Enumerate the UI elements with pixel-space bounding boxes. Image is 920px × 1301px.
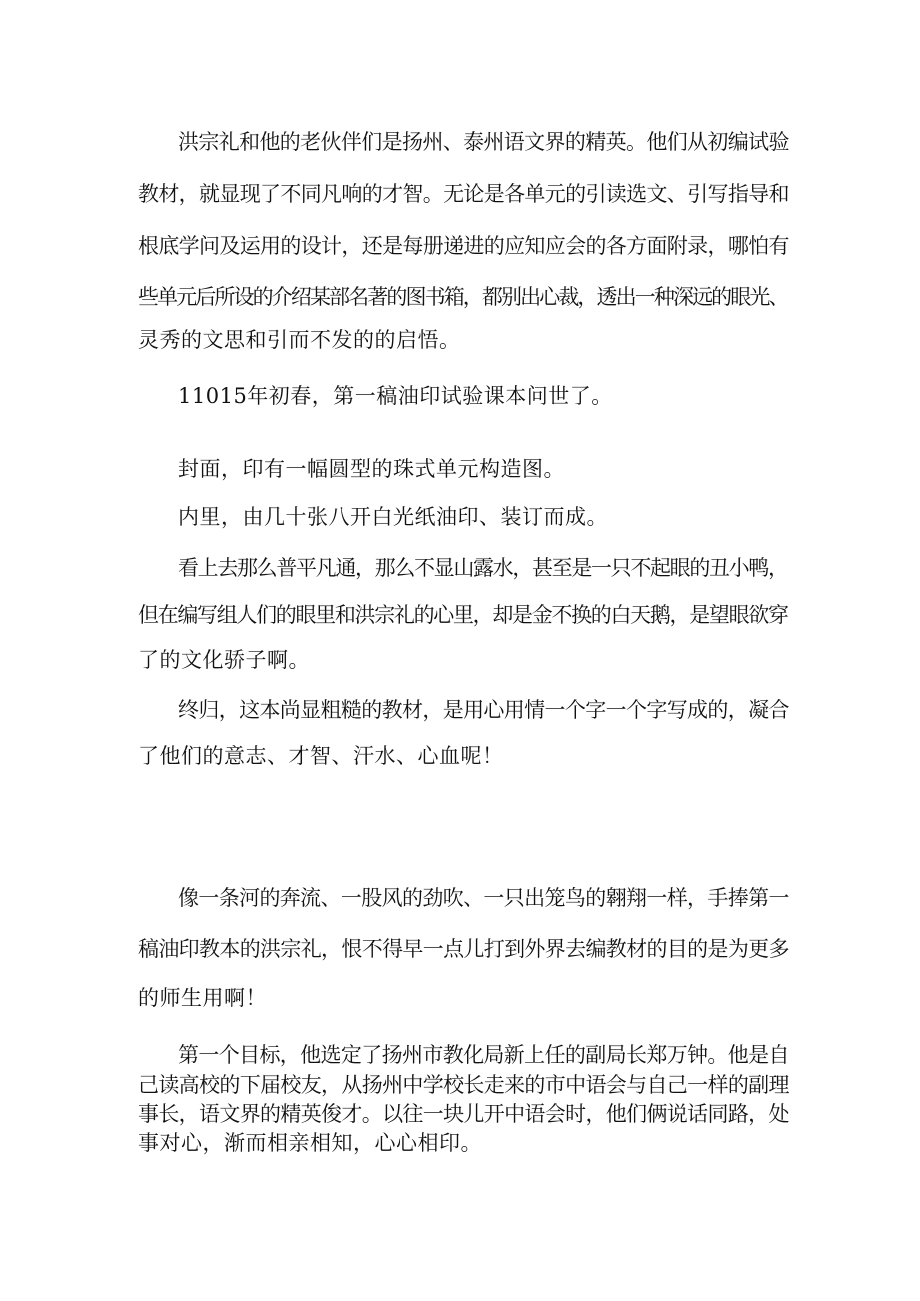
paragraph-1-line-1: 洪宗礼和他的老伙伴们是扬州、泰州语文界的精英。他们从初编试验	[178, 130, 789, 154]
paragraph-5-line-3: 了的文化骄子啊。	[138, 648, 310, 672]
paragraph-1-line-3: 根底学问及运用的设计，还是每册递进的应知应会的各方面附录，哪怕有	[138, 234, 789, 258]
paragraph-8-line-2: 己读高校的下届校友，从扬州中学校长走来的市中语会与自己一样的副理	[138, 1073, 789, 1097]
paragraph-1-line-4: 些单元后所设的介绍某部名著的图书箱，都别出心裁，透出一种深远的眼光、	[138, 285, 788, 309]
paragraph-5-line-1: 看上去那么普平凡通，那么不显山露水，甚至是一只不起眼的丑小鸭，	[178, 556, 788, 580]
paragraph-7-line-2: 稿油印教本的洪宗礼，恨不得早一点儿打到外界去编教材的目的是为更多	[138, 937, 789, 961]
paragraph-2-line-1: 11015年初春，第一稿油印试验课本问世了。	[178, 384, 613, 408]
paragraph-3-line-1: 封面，印有一幅圆型的珠式单元构造图。	[178, 457, 565, 481]
paragraph-1-line-2: 教材，就显现了不同凡响的才智。无论是各单元的引读选文、引写指导和	[138, 182, 789, 206]
paragraph-8-line-1: 第一个目标，他选定了扬州市教化局新上任的副局长郑万钟。他是自	[178, 1043, 789, 1067]
paragraph-4-line-1: 内里，由几十张八开白光纸油印、装订而成。	[178, 505, 608, 529]
paragraph-6-line-1: 终归，这本尚显粗糙的教材，是用心用情一个字一个字写成的，凝合	[178, 698, 789, 722]
paragraph-8-line-3: 事长，语文界的精英俊才。以往一块儿开中语会时，他们俩说话同路，处	[138, 1102, 789, 1126]
paragraph-6-line-2: 了他们的意志、才智、汗水、心血呢！	[138, 744, 504, 768]
paragraph-1-line-5: 灵秀的文思和引而不发的的启悟。	[138, 328, 461, 352]
paragraph-7-line-1: 像一条河的奔流、一股风的劲吹、一只出笼鸟的翱翔一样，手捧第一	[178, 886, 789, 910]
paragraph-5-line-2: 但在编写组人们的眼里和洪宗礼的心里，却是金不换的白天鹅，是望眼欲穿	[138, 603, 788, 627]
paragraph-7-line-3: 的师生用啊！	[138, 986, 267, 1010]
paragraph-8-line-4: 事对心，渐而相亲相知，心心相印。	[138, 1131, 482, 1155]
